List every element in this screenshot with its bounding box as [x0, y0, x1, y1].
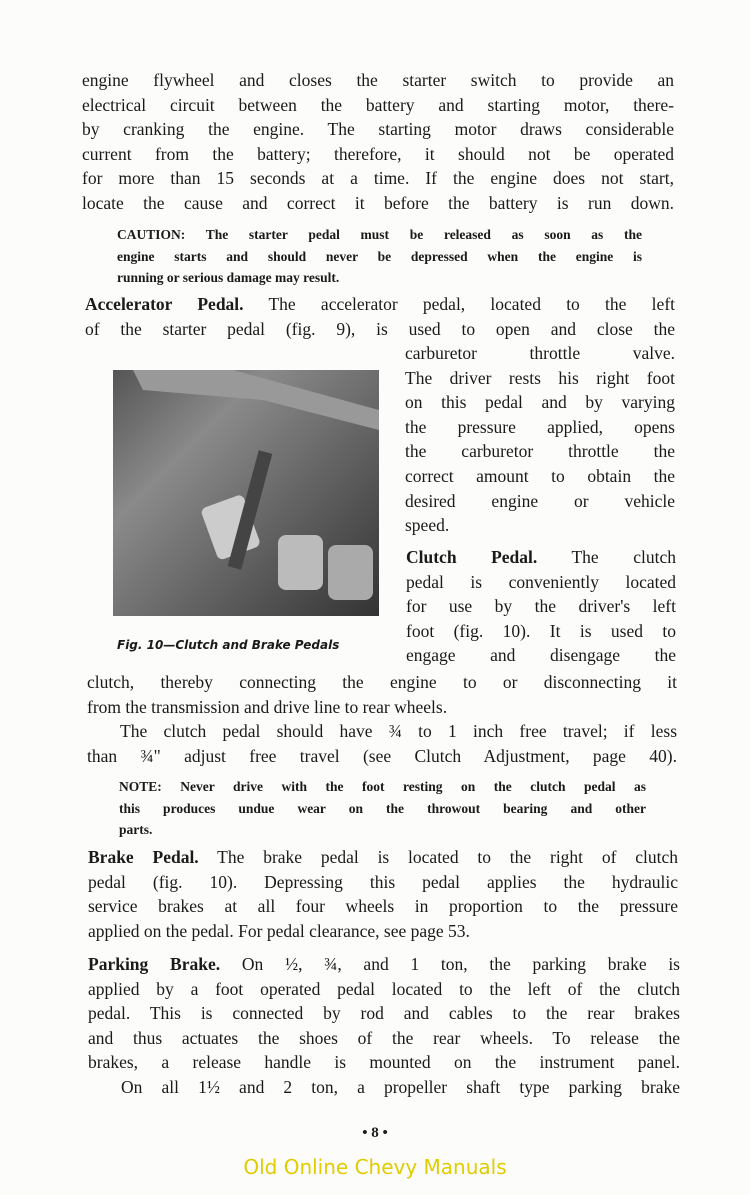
- section-heading: Clutch Pedal.: [406, 547, 538, 567]
- text-line: pedal (fig. 10). Depressing this pedal applies the hydraulic: [88, 871, 678, 892]
- figure-caption: Fig. 10—Clutch and Brake Pedals: [117, 638, 340, 652]
- text-line: this produces undue wear on the throwout bearing and other: [119, 800, 646, 816]
- text-line: CAUTION: The starter pedal must be released as soon as the: [117, 227, 642, 242]
- text-line: The clutch pedal should have ¾ to 1 inch free travel; if less: [120, 721, 677, 742]
- text-line: applied on the pedal. For pedal clearance, see page 53.: [88, 920, 470, 941]
- text-line: speed.: [405, 515, 450, 536]
- paragraph-clutch: [87, 670, 677, 768]
- text-line: clutch, thereby connecting the engine to or disconnecting it: [87, 672, 677, 692]
- text-line: engine flywheel and closes the starter switch to provide an: [82, 70, 674, 90]
- note: [119, 776, 646, 841]
- text-line: applied by a foot operated pedal located to the left of the clutch: [88, 978, 680, 999]
- paragraph-brake: [88, 845, 678, 943]
- text-fragment: The accelerator pedal, located to the left: [243, 294, 676, 314]
- clutch-right-column: [406, 545, 676, 668]
- text-line: electrical circuit between the battery and starting motor, there-: [82, 94, 674, 115]
- text-line: the pressure applied, opens: [405, 416, 675, 437]
- text-line: the carburetor throttle the: [405, 441, 675, 462]
- paragraph-parking: [88, 952, 680, 1100]
- text-line: than ¾" adjust free travel (see Clutch Adjustment, page 40).: [87, 745, 677, 766]
- text-line: for more than 15 seconds at a time. If the engine does not start,: [82, 168, 674, 189]
- text-line: brakes, a release handle is mounted on the instrument panel.: [88, 1052, 680, 1073]
- paragraph-starter: [82, 68, 674, 216]
- text-line: NOTE: Never drive with the foot resting on the clutch pedal as: [119, 779, 646, 794]
- paragraph-accelerator: [85, 292, 675, 341]
- caution-note: [117, 224, 642, 289]
- text-line: foot (fig. 10). It is used to: [406, 620, 676, 641]
- text-line: On all 1½ and 2 ton, a propeller shaft type parking brake: [121, 1076, 680, 1097]
- section-heading: Brake Pedal.: [88, 847, 199, 867]
- text-line: The driver rests his right foot: [405, 367, 675, 388]
- text-line: correct amount to obtain the: [405, 465, 675, 486]
- clutch-brake-pedals-photo: [113, 370, 379, 616]
- text-line: desired engine or vehicle: [405, 490, 675, 511]
- text-line: of the starter pedal (fig. 9), is used to open and close the: [85, 318, 675, 339]
- section-heading: Parking Brake.: [88, 954, 221, 974]
- text-line: [406, 545, 676, 570]
- section-heading: Accelerator Pedal.: [85, 294, 244, 314]
- text-line: pedal is conveniently located: [406, 571, 676, 592]
- text-line: current from the battery; therefore, it should not be operated: [82, 143, 674, 164]
- text-line: from the transmission and drive line to rear wheels.: [87, 696, 448, 717]
- page-number: • 8 •: [362, 1125, 388, 1141]
- text-fragment: On ½, ¾, and 1 ton, the parking brake is: [220, 954, 680, 974]
- text-line: [88, 845, 678, 870]
- text-line: on this pedal and by varying: [405, 392, 675, 413]
- text-line: and thus actuates the shoes of the rear wheels. To release the: [88, 1027, 680, 1048]
- text-line: [85, 292, 675, 317]
- text-line: parts.: [119, 822, 153, 837]
- text-line: carburetor throttle valve.: [405, 343, 675, 363]
- text-fragment: The brake pedal is located to the right of clutch: [198, 847, 678, 867]
- text-line: by cranking the engine. The starting motor draws considerable: [82, 119, 674, 140]
- text-line: engage and disengage the: [406, 645, 676, 666]
- text-line: service brakes at all four wheels in proportion to the pressure: [88, 896, 678, 917]
- text-line: pedal. This is connected by rod and cables to the rear brakes: [88, 1003, 680, 1024]
- text-line: engine starts and should never be depressed when the engine is: [117, 248, 642, 264]
- accelerator-right-column: [405, 341, 675, 538]
- text-line: [88, 952, 680, 977]
- text-fragment: The clutch: [537, 547, 676, 567]
- text-line: locate the cause and correct it before the battery is run down.: [82, 192, 674, 213]
- text-line: running or serious damage may result.: [117, 270, 340, 285]
- watermark: Old Online Chevy Manuals: [243, 1155, 507, 1179]
- text-line: for use by the driver's left: [406, 596, 676, 617]
